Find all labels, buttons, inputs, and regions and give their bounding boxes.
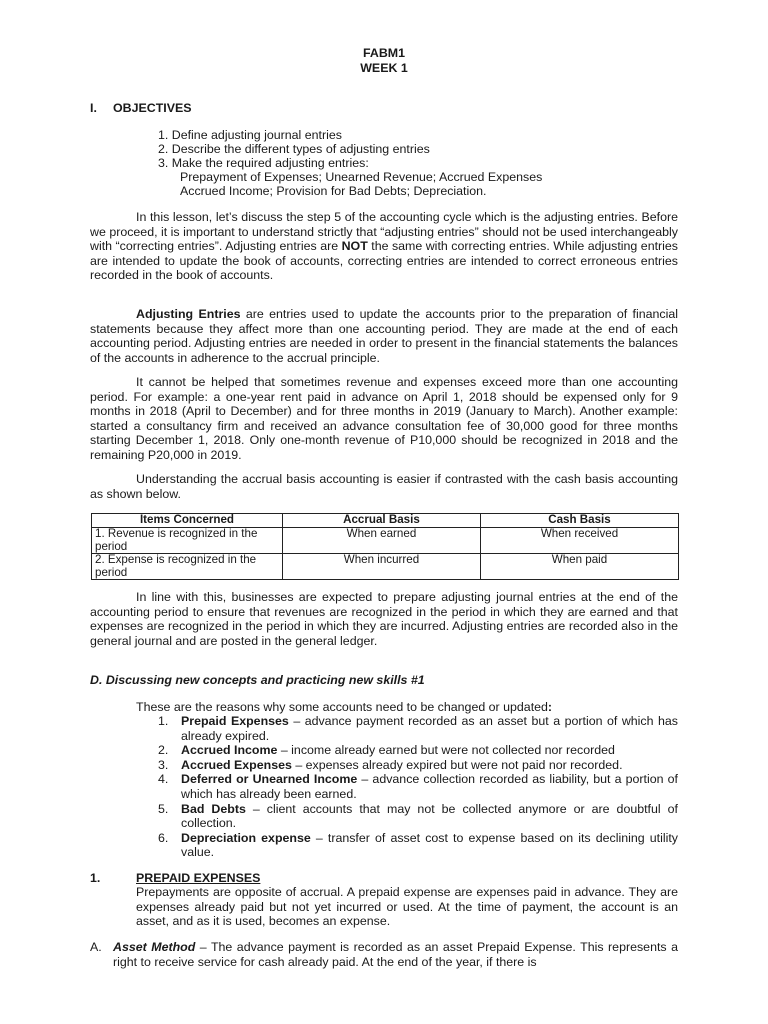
table-header-row <box>92 514 679 528</box>
reason-number: 3. <box>158 757 169 772</box>
example-paragraph <box>90 375 678 463</box>
reason-term: Accrued Expenses <box>181 757 292 772</box>
table-cell-cash: When paid <box>480 554 678 580</box>
reason-term: Deferred or Unearned Income <box>181 772 358 787</box>
reason-number: 4. <box>158 772 169 787</box>
section-d-heading: D. Discussing new concepts and practicing new skills #1 <box>90 673 425 687</box>
document-subtitle: WEEK 1 <box>360 61 408 75</box>
definition-text: are entries used to update the accounts prior to the preparation of financial statements because they affect more than one accounting period. They are made at the end of each accounting period. Adjusting entries are needed in order to present in the financial statements the balances of the accounts in adherence to the accrual principle. <box>90 307 678 365</box>
definition-paragraph <box>90 307 678 365</box>
intro-not-emphasis: NOT <box>341 239 368 254</box>
reason-text: – transfer of asset cost to expense based on its declining utility value. <box>181 830 678 860</box>
table-cell-item: 1. Revenue is recognized in the period <box>92 528 283 554</box>
contrast-paragraph <box>90 472 678 501</box>
objective-item-3: 3. Make the required adjusting entries: <box>158 156 369 170</box>
reason-number: 6. <box>158 830 169 845</box>
objectives-numeral: I. <box>90 101 97 115</box>
after-table-paragraph <box>90 590 678 648</box>
prepaid-text: Prepayments are opposite of accrual. A prepaid expense are expenses paid in advance. They are expenses already paid but not yet incurred or used. At the time of payment, the account is an asset, and as it is used, becomes an expense. <box>136 885 678 929</box>
table-header-cash: Cash Basis <box>480 514 678 528</box>
definition-term: Adjusting Entries <box>136 307 241 321</box>
prepaid-heading: PREPAID EXPENSES <box>136 871 261 885</box>
reason-term: Bad Debts <box>181 801 246 816</box>
table-cell-accrual: When incurred <box>282 554 480 580</box>
table-row <box>92 554 679 580</box>
asset-method-text: – The advance payment is recorded as an asset Prepaid Expense. This represents a right to receive service for cash already paid. At the end of the year, if there is <box>113 940 678 969</box>
reason-text: – client accounts that may not be collected anymore or are doubtful of collection. <box>181 801 678 831</box>
table-header-accrual: Accrual Basis <box>282 514 480 528</box>
intro-text-part2: the same with correcting entries. While adjusting entries are intended to update the book of accounts, correcting entries are intended to correct erroneous entries recorded in the book of accounts. <box>90 239 678 283</box>
objectives-heading: OBJECTIVES <box>113 101 192 115</box>
reason-text: – income already earned but were not collected nor recorded <box>277 743 615 758</box>
list-item <box>158 802 678 831</box>
reason-text: – advance collection recorded as liability, but a portion of which has already been earned. <box>181 772 678 801</box>
reason-number: 5. <box>158 801 169 816</box>
accrual-vs-cash-table <box>91 513 679 580</box>
table-header-items: Items Concerned <box>92 514 283 528</box>
list-item <box>158 714 678 743</box>
document-title: FABM1 <box>363 46 405 60</box>
section-d-intro-colon: : <box>547 700 553 714</box>
intro-paragraph <box>90 210 678 283</box>
list-item <box>158 772 678 801</box>
example-text: It cannot be helped that sometimes revenue and expenses exceed more than one accounting period. For example: a one-year rent paid in advance on April 1, 2018 should be expensed only for 9 months in 2018 (April to December) and for three months in 2019 (January to March). Another example: started a consultancy firm and received an advance consultation fee of 30,000 good for three months starting December 1, 2018. Only one-month revenue of P10,000 should be recognized in 2018 and the remaining P20,000 in 2019. <box>90 375 678 462</box>
reason-number: 2. <box>158 743 169 758</box>
objective-subitem-1: Prepayment of Expenses; Unearned Revenue; Accrued Expenses <box>180 170 543 184</box>
list-item <box>158 831 678 860</box>
reason-text: – expenses already expired but were not paid nor recorded. <box>291 757 623 772</box>
reason-term: Prepaid Expenses <box>181 714 289 728</box>
prepaid-number: 1. <box>90 871 101 885</box>
asset-method-paragraph <box>113 940 678 969</box>
table-row <box>92 528 679 554</box>
table-cell-cash: When received <box>480 528 678 554</box>
table-cell-item: 2. Expense is recognized in the period <box>92 554 283 580</box>
table-cell-accrual: When earned <box>282 528 480 554</box>
reason-term: Accrued Income <box>181 743 278 758</box>
objective-item-1: 1. Define adjusting journal entries <box>158 128 342 142</box>
reason-text: – advance payment recorded as an asset but a portion of which has already expired. <box>181 714 678 743</box>
section-d-intro-text: These are the reasons why some accounts need to be changed or updated <box>136 700 548 714</box>
after-table-text: In line with this, businesses are expected to prepare adjusting journal entries at the end of the accounting period to ensure that revenues are recognized in the period in which they are earned and that expenses are recognized in the period in which they are incurred. Adjusting entries are recorded also in the general journal and are posted in the general ledger. <box>90 590 678 648</box>
list-item <box>158 758 678 773</box>
contrast-text: Understanding the accrual basis accounting is easier if contrasted with the cash basis accounting as shown below. <box>90 472 678 501</box>
reason-term: Depreciation expense <box>181 830 311 845</box>
list-item <box>158 743 678 758</box>
objective-item-2: 2. Describe the different types of adjusting entries <box>158 142 430 156</box>
reason-number: 1. <box>158 714 169 728</box>
asset-method-term: Asset Method <box>113 940 196 954</box>
reasons-list <box>158 714 678 860</box>
section-d-intro <box>136 700 552 715</box>
asset-method-letter: A. <box>90 940 102 954</box>
intro-text-part1: In this lesson, let’s discuss the step 5 of the accounting cycle which is the adjusting entries. Before we proceed, it is important to understand strictly that “adjusting entries” should not be used interchangeably with “correcting entries”. Adjusting entries are <box>90 210 678 254</box>
objective-subitem-2: Accrued Income; Provision for Bad Debts; Depreciation. <box>180 184 487 198</box>
